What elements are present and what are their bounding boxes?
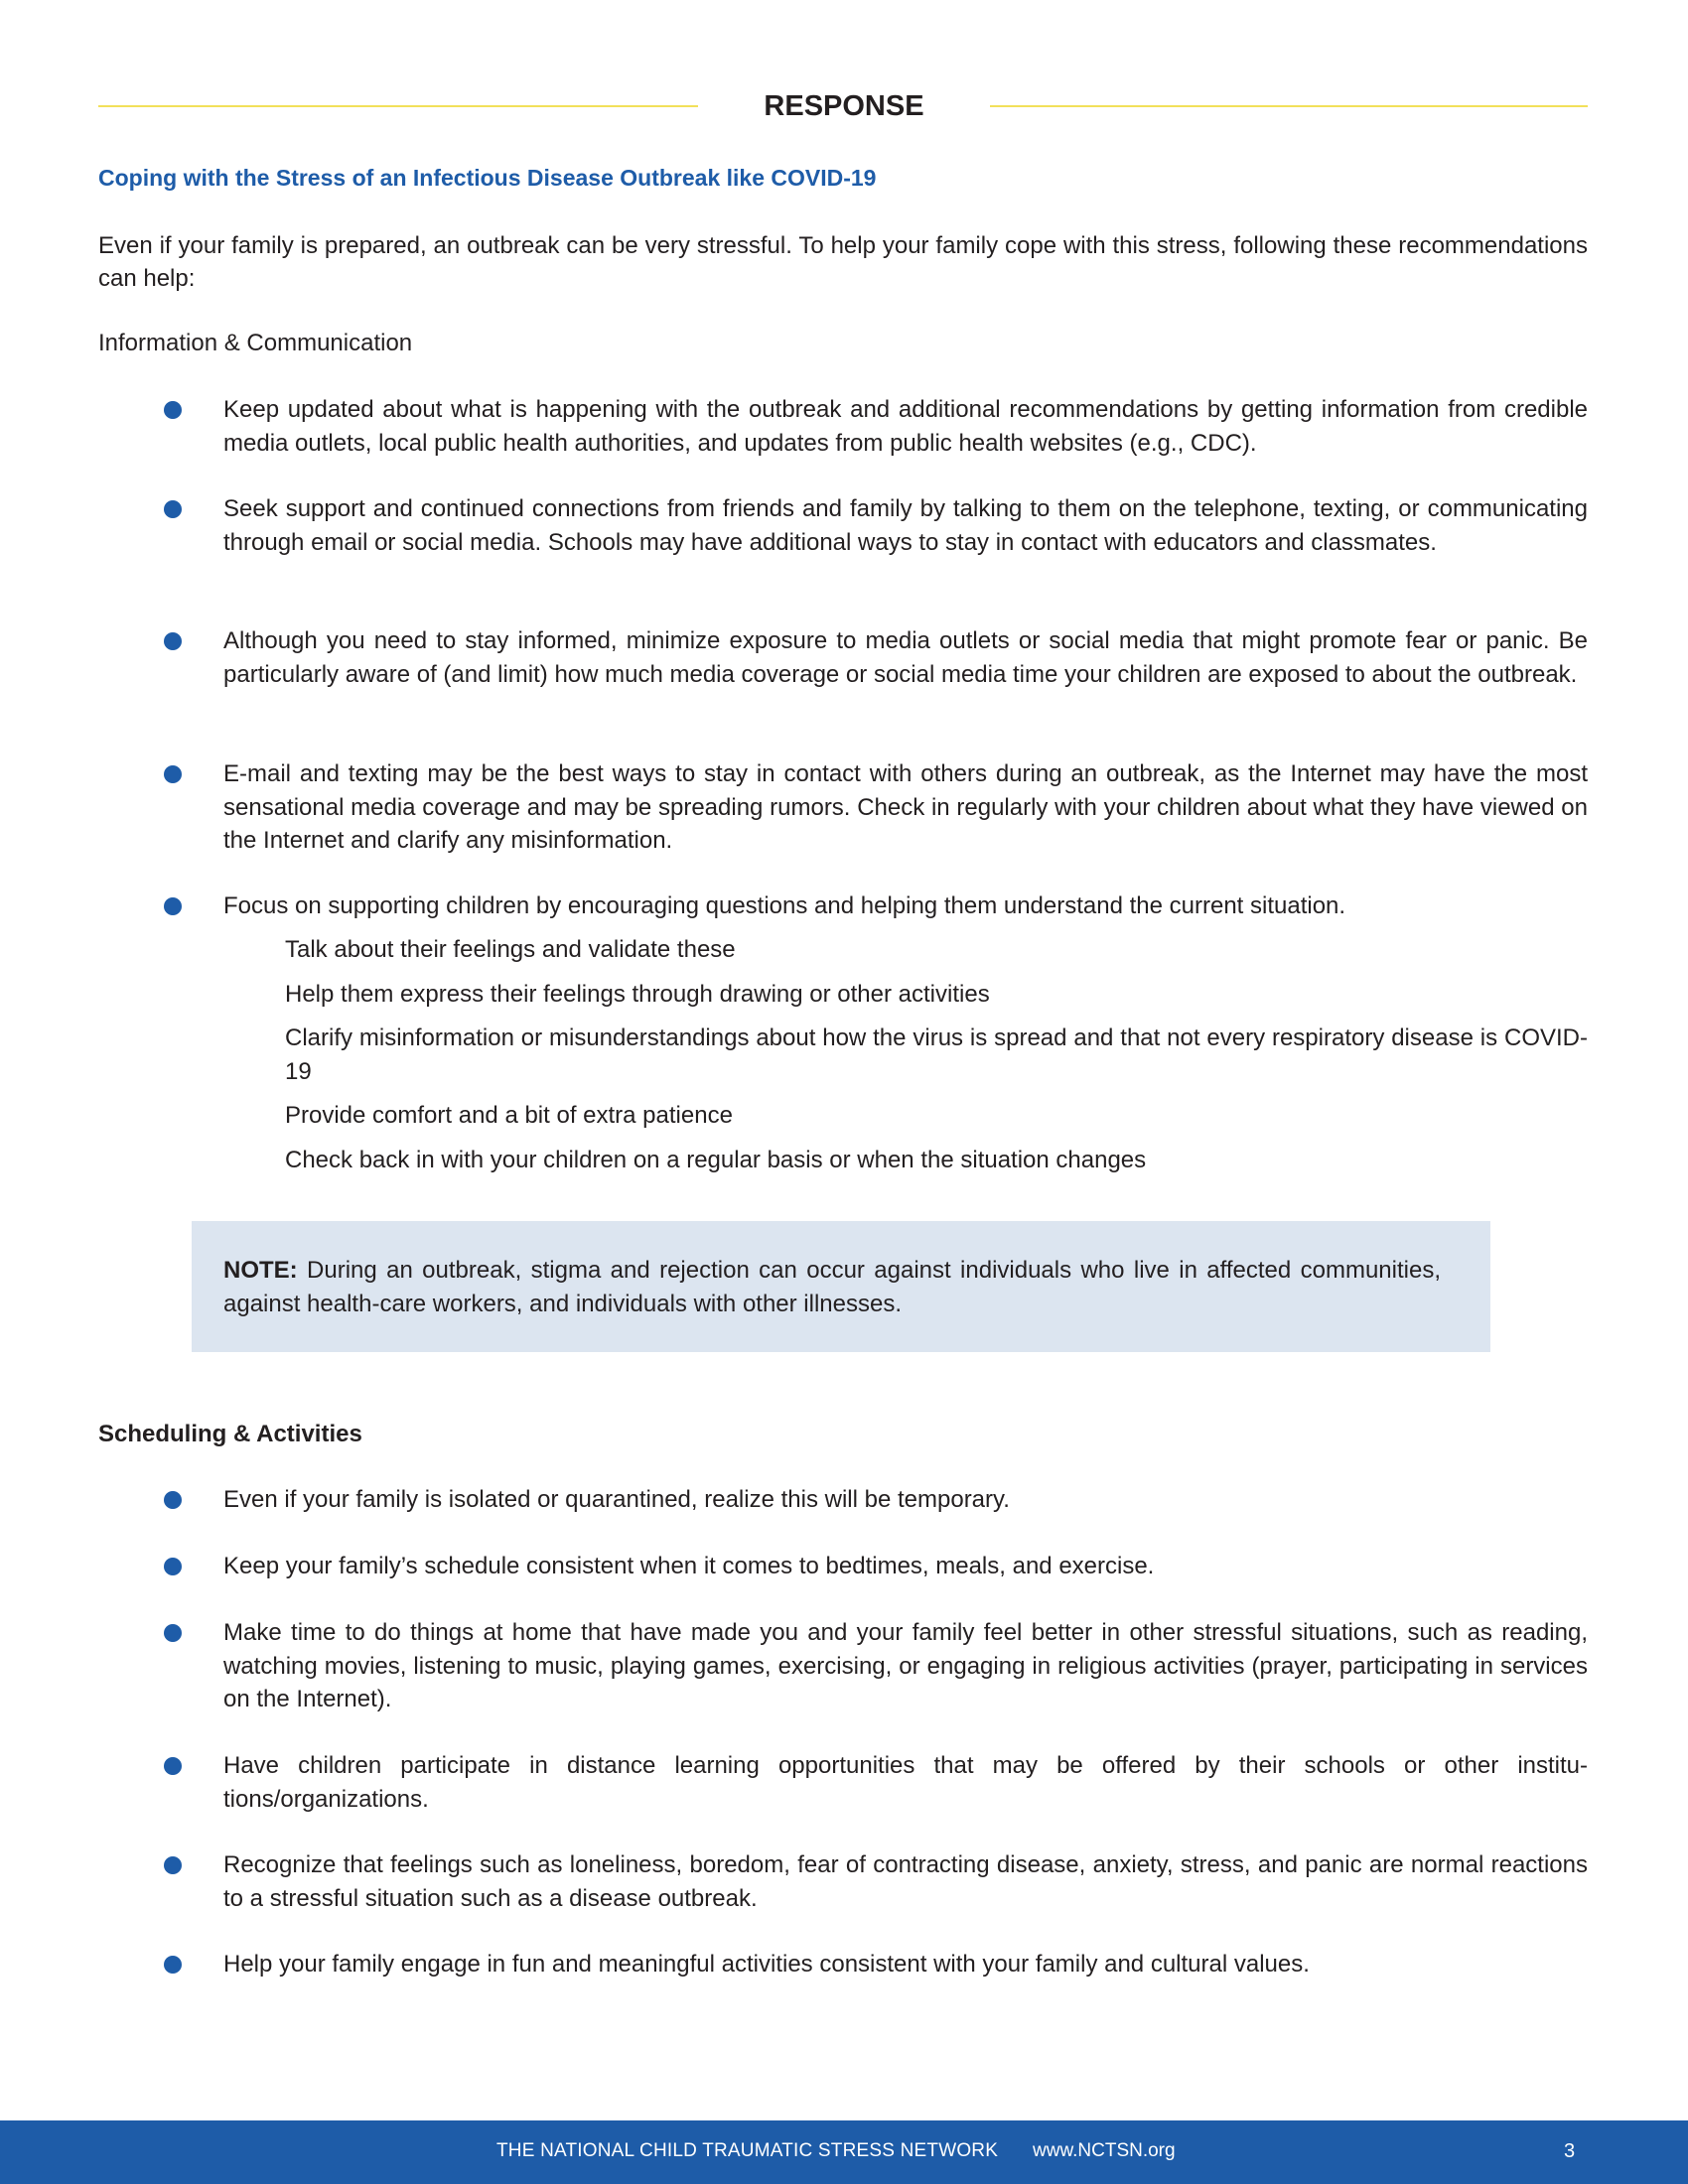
page-subtitle: Coping with the Stress of an Infectious Disease Outbreak like COVID-19 <box>98 165 877 191</box>
header-rule-left <box>98 105 698 107</box>
bullet-dot <box>164 401 182 419</box>
note-label: NOTE: <box>223 1257 298 1284</box>
list-item: Although you need to stay informed, minimize exposure to media outlets or social media that might promote fear or panic. Be particularly aware of (and limit) how much media coverage or social media time your children are exposed to about the outbreak. <box>223 627 1588 688</box>
list-item: E-mail and texting may be the best ways to stay in contact with others during an outbreak, as the Internet may have the most sensational media coverage and may be spreading rumors. Check in regularly with your children about what they have viewed on the Internet and clarify any misinformation. <box>223 760 1588 854</box>
sub-list-item: Clarify misinformation or misunderstandings about how the virus is spread and that not every respiratory disease is COVID-19 <box>285 1024 1588 1085</box>
info-section-heading: Information & Communication <box>98 330 413 356</box>
list-item: Seek support and continued connections from friends and family by talking to them on the telephone, texting, or communicating through email or social media. Schools may have additional ways to stay in contact with educators and classmates. <box>223 495 1588 556</box>
bullet-dot <box>164 500 182 518</box>
sched-section-heading: Scheduling & Activities <box>98 1421 362 1447</box>
note-callout <box>192 1221 1490 1352</box>
section-title: RESPONSE <box>764 90 924 122</box>
list-item: Even if your family is isolated or quarantined, realize this will be temporary. <box>223 1486 1010 1513</box>
bullet-dot <box>164 632 182 650</box>
list-item: Recognize that feelings such as loneliness, boredom, fear of contracting disease, anxiety, stress, and panic are normal reactions to a stressful situation such as a disease outbreak. <box>223 1851 1588 1912</box>
sub-list-item: Provide comfort and a bit of extra patience <box>285 1102 733 1129</box>
list-item: Keep your family’s schedule consistent when it comes to bedtimes, meals, and exercise. <box>223 1553 1155 1579</box>
bullet-dot <box>164 765 182 783</box>
sub-list-item: Check back in with your children on a regular basis or when the situation changes <box>285 1147 1147 1173</box>
bullet-dot <box>164 1856 182 1874</box>
bullet-dot <box>164 1491 182 1509</box>
page-number: 3 <box>1564 2140 1576 2162</box>
note-text-block <box>223 1254 1441 1320</box>
bullet-dot <box>164 1956 182 1974</box>
bullet-dot <box>164 1757 182 1775</box>
list-item: Keep updated about what is happening with the outbreak and additional recommendations by getting information from credible media outlets, local public health authorities, and updates from public health websites (e.g., CDC). <box>223 396 1588 457</box>
list-item: Make time to do things at home that have made you and your family feel better in other stressful situations, such as reading, watching movies, listening to music, playing games, exercising, or engaging in religious activities (prayer, participating in services on the Internet). <box>223 1619 1588 1712</box>
footer-website-link[interactable]: www.NCTSN.org <box>1033 2140 1176 2161</box>
bullet-dot <box>164 1624 182 1642</box>
sub-list-item: Help them express their feelings through drawing or other activities <box>285 981 990 1008</box>
page-footer <box>0 2120 1688 2184</box>
footer-organization: THE NATIONAL CHILD TRAUMATIC STRESS NETWORK <box>496 2140 999 2161</box>
note-body: During an outbreak, stigma and rejection can occur against individuals who live in affected communities, against health-care workers, and individuals with other illnesses. <box>223 1257 1441 1317</box>
list-item: Help your family engage in fun and meaningful activities consistent with your family and cultural values. <box>223 1951 1310 1978</box>
bullet-dot <box>164 1558 182 1575</box>
list-item: Have children participate in distance learning opportunities that may be offered by their schools or other institu-tions/organizations. <box>223 1752 1588 1813</box>
header-rule-right <box>990 105 1588 107</box>
section-header <box>98 89 1588 133</box>
bullet-dot <box>164 897 182 915</box>
list-item: Focus on supporting children by encouraging questions and helping them understand the current situation. <box>223 892 1346 919</box>
sub-list-item: Talk about their feelings and validate these <box>285 936 736 963</box>
intro-paragraph: Even if your family is prepared, an outbreak can be very stressful. To help your family cope with this stress, following these recommendations can help: <box>98 232 1588 292</box>
